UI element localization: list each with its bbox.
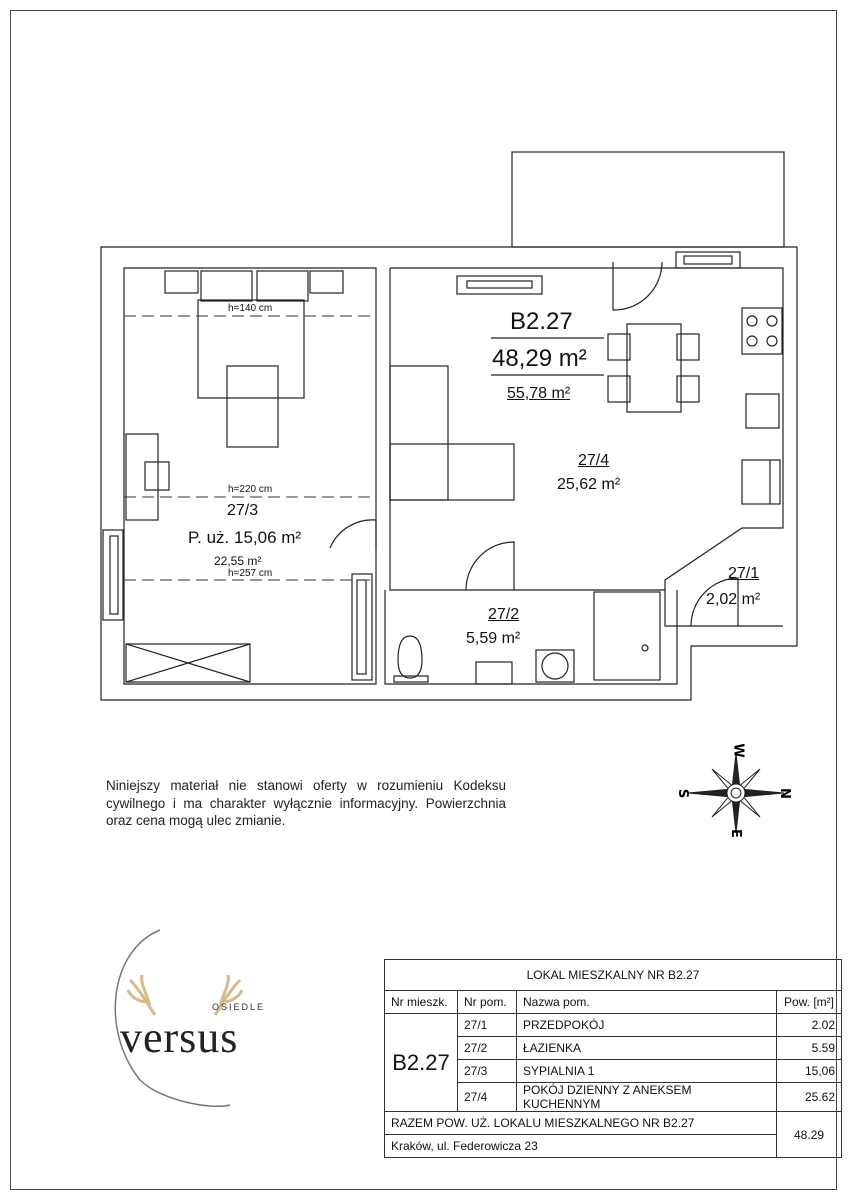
balcony	[512, 152, 784, 247]
outer-wall	[101, 247, 797, 700]
compass-south: S	[675, 788, 691, 799]
apartment-info-table	[384, 959, 842, 1158]
row-4-nr: 27/4	[458, 1083, 517, 1112]
row-2-nr: 27/2	[458, 1037, 517, 1060]
row-4-area: 25.62	[777, 1083, 842, 1112]
room-27-3-area-total: 22,55 m²	[214, 554, 262, 568]
row-3-nr: 27/3	[458, 1060, 517, 1083]
header-area: Pow. [m²]	[777, 991, 842, 1014]
row-2-name: ŁAZIENKA	[517, 1037, 777, 1060]
room-27-2-area: 5,59 m²	[466, 630, 521, 647]
room-27-2-number: 27/2	[488, 606, 520, 623]
row-2-area: 5.59	[777, 1037, 842, 1060]
compass-east: E	[727, 829, 743, 838]
room-27-4-number: 27/4	[578, 452, 610, 469]
apartment-usable-area: 48,29 m²	[492, 345, 587, 372]
room-27-1-area: 2,02 m²	[706, 591, 761, 608]
disclaimer-text: Niniejszy materiał nie stanowi oferty w rozumieniu Kodeksu cywilnego i ma charakter wyłącznie informacyjny. Powierzchnia oraz cena mogą ulec zmianie.	[106, 778, 506, 828]
row-1-area: 2.02	[777, 1014, 842, 1037]
row-1-name: PRZEDPOKÓJ	[517, 1014, 777, 1037]
address: Kraków, ul. Federowicza 23	[385, 1135, 777, 1158]
height-label-220: h=220 cm	[228, 484, 273, 495]
room-27-4-area: 25,62 m²	[557, 476, 621, 493]
compass-west: W	[730, 743, 746, 758]
compass-rose-icon	[688, 753, 784, 833]
row-3-area: 15,06	[777, 1060, 842, 1083]
room-27-3-number: 27/3	[227, 502, 259, 519]
row-3-name: SYPIALNIA 1	[517, 1060, 777, 1083]
logo-subtitle: OSIEDLE	[212, 1002, 266, 1012]
bedroom-wall	[124, 268, 376, 684]
height-label-140: h=140 cm	[228, 303, 273, 314]
header-room-no: Nr pom.	[458, 991, 517, 1014]
row-4-name: POKÓJ DZIENNY Z ANEKSEM KUCHENNYM	[517, 1083, 777, 1112]
room-27-1-number: 27/1	[728, 565, 760, 582]
total-label: RAZEM POW. UŻ. LOKALU MIESZKALNEGO NR B2.27	[385, 1112, 777, 1135]
apartment-number-cell: B2.27	[385, 1014, 458, 1112]
room-27-3-area: P. uż. 15,06 m²	[188, 528, 302, 547]
bathroom-wall	[385, 590, 677, 684]
header-room-name: Nazwa pom.	[517, 991, 777, 1014]
apartment-code: B2.27	[510, 308, 573, 335]
apartment-total-area: 55,78 m²	[507, 385, 571, 402]
height-label-257: h=257 cm	[228, 568, 273, 579]
header-apartment-no: Nr mieszk.	[385, 991, 458, 1014]
table-title: LOKAL MIESZKALNY NR B2.27	[385, 960, 842, 991]
logo-name: versus	[120, 1013, 239, 1062]
living-wall	[390, 268, 783, 626]
row-1-nr: 27/1	[458, 1014, 517, 1037]
compass-north: N	[776, 788, 792, 799]
total-value: 48.29	[777, 1112, 842, 1158]
